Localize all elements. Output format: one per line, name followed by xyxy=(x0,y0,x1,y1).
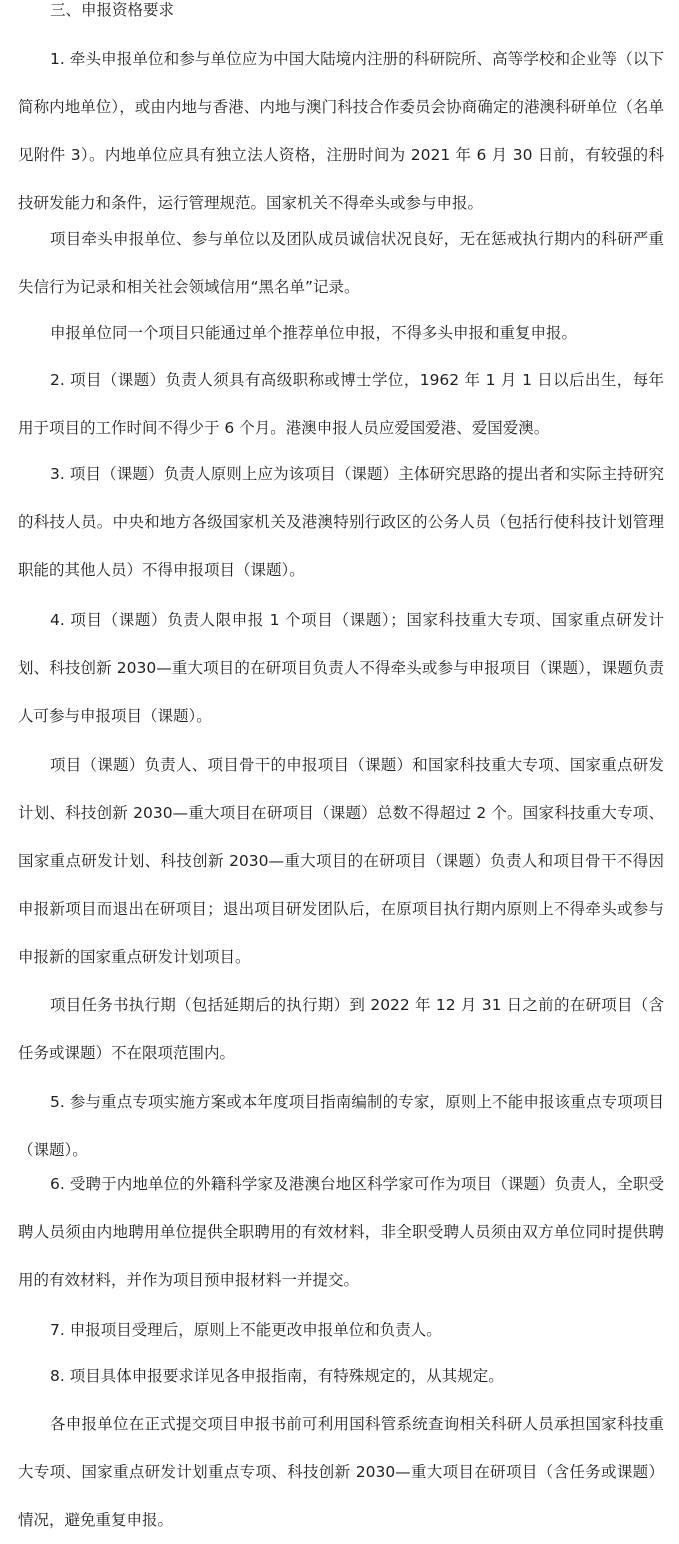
paragraph-4: 2. 项目（课题）负责人须具有高级职称或博士学位，1962 年 1 月 1 日以后出生，每年用于项目的工作时间不得少于 6 个月。港澳申报人员应爱国爱港、爱国爱澳。 xyxy=(18,371,664,437)
paragraph-7: 项目（课题）负责人、项目骨干的申报项目（课题）和国家科技重大专项、国家重点研发计划、科技创新 2030—重大项目在研项目（课题）总数不得超过 2 个。国家科技重大专项、国家重点研发计划、科技创新 2030—重大项目的在研项目（课题）负责人和项目骨干不得因申报新项目而退出在研项目；退出项目研发团队后，在原项目执行期内原则上不得牵头或参与申报新的国家重点研发计划项目。 xyxy=(18,756,664,966)
paragraph-6: 4. 项目（课题）负责人限申报 1 个项目（课题）；国家科技重大专项、国家重点研发计划、科技创新 2030—重大项目的在研项目负责人不得牵头或参与申报项目（课题），课题负责人可参与申报项目（课题）。 xyxy=(18,611,664,725)
paragraph-1: 1. 牵头申报单位和参与单位应为中国大陆境内注册的科研院所、高等学校和企业等（以下简称内地单位），或由内地与香港、内地与澳门科技合作委员会协商确定的港澳科研单位（名单见附件 3）。内地单位应具有独立法人资格，注册时间为 2021 年 6 月 30 日前，有较强的科技研发能力和条件，运行管理规范。国家机关不得牵头或参与申报。 xyxy=(18,50,664,212)
paragraph-2: 项目牵头申报单位、参与单位以及团队成员诚信状况良好，无在惩戒执行期内的科研严重失信行为记录和相关社会领域信用“黑名单”记录。 xyxy=(18,230,664,296)
paragraph-11: 7. 申报项目受理后，原则上不能更改申报单位和负责人。 xyxy=(50,1321,442,1339)
section-heading: 三、申报资格要求 xyxy=(50,1,175,19)
paragraph-12: 8. 项目具体申报要求详见各申报指南，有特殊规定的，从其规定。 xyxy=(50,1367,504,1385)
paragraph-13: 各申报单位在正式提交项目申报书前可利用国科管系统查询相关科研人员承担国家科技重大专项、国家重点研发计划重点专项、科技创新 2030—重大项目在研项目（含任务或课题）情况，避免重复申报。 xyxy=(18,1415,664,1529)
paragraph-3: 申报单位同一个项目只能通过单个推荐单位申报，不得多头申报和重复申报。 xyxy=(50,324,578,342)
paragraph-5: 3. 项目（课题）负责人原则上应为该项目（课题）主体研究思路的提出者和实际主持研究的科技人员。中央和地方各级国家机关及港澳特别行政区的公务人员（包括行使科技计划管理职能的其他人员）不得申报项目（课题）。 xyxy=(18,465,664,579)
paragraph-9: 5. 参与重点专项实施方案或本年度项目指南编制的专家，原则上不能申报该重点专项项目（课题）。 xyxy=(18,1093,664,1159)
paragraph-10: 6. 受聘于内地单位的外籍科学家及港澳台地区科学家可作为项目（课题）负责人，全职受聘人员须由内地聘用单位提供全职聘用的有效材料，非全职受聘人员须由双方单位同时提供聘用的有效材料，并作为项目预申报材料一并提交。 xyxy=(18,1175,664,1289)
paragraph-8: 项目任务书执行期（包括延期后的执行期）到 2022 年 12 月 31 日之前的在研项目（含任务或课题）不在限项范围内。 xyxy=(18,996,664,1062)
